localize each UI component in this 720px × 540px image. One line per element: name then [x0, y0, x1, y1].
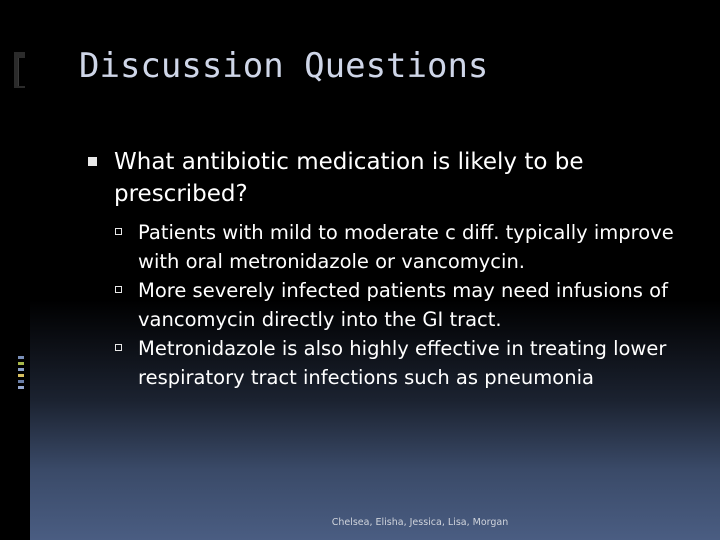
hollow-square-bullet-icon: [115, 228, 122, 235]
sub-bullet-list: [115, 218, 688, 392]
bullet-text: What antibiotic medication is likely to be prescribed?: [114, 149, 584, 207]
decor-line: [18, 380, 24, 383]
bullet-item: [88, 146, 688, 210]
sub-bullet-item: [115, 218, 688, 276]
square-bullet-icon: [88, 157, 97, 166]
decor-line: [18, 362, 24, 365]
bullet-list: [88, 146, 688, 392]
sub-bullet-item: [115, 334, 688, 392]
decor-line: [18, 368, 24, 371]
decor-line: [18, 374, 24, 377]
sub-bullet-text: Patients with mild to moderate c diff. typically improve with oral metronidazole or vancomycin.: [138, 221, 674, 273]
hollow-square-bullet-icon: [115, 286, 122, 293]
sub-bullet-text: Metronidazole is also highly effective in treating lower respiratory tract infections such as pneumonia: [138, 337, 667, 389]
slide-title: Discussion Questions: [79, 46, 489, 86]
slide-footer: Chelsea, Elisha, Jessica, Lisa, Morgan: [331, 517, 509, 528]
decor-line: [18, 356, 24, 359]
sub-bullet-text: More severely infected patients may need infusions of vancomycin directly into the GI tract.: [138, 279, 668, 331]
title-accent-inner: [18, 58, 27, 86]
sub-bullet-item: [115, 276, 688, 334]
hollow-square-bullet-icon: [115, 344, 122, 351]
decor-line: [18, 386, 24, 389]
